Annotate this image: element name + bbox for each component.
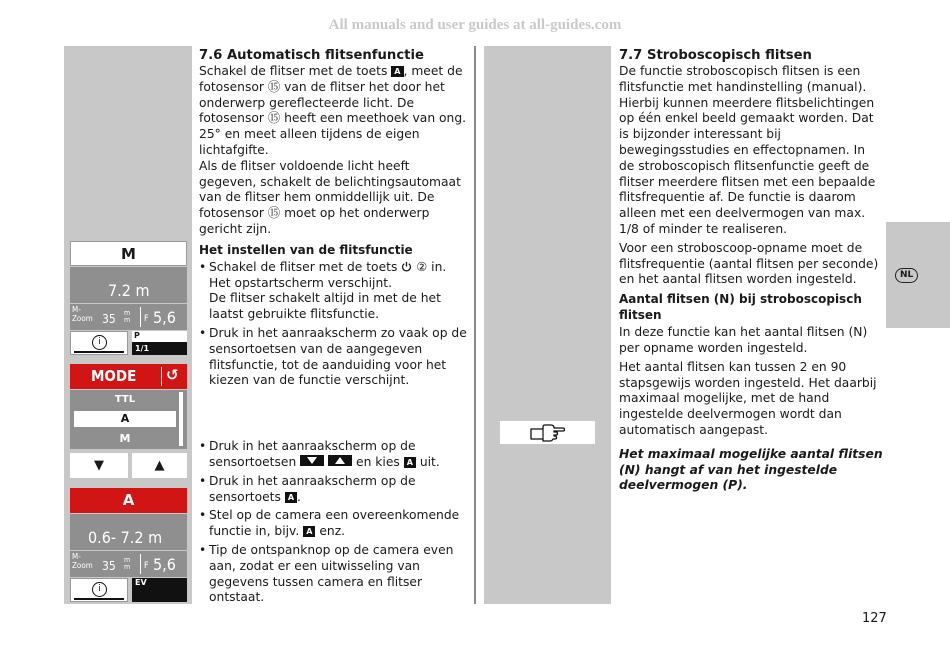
bullet-6: • Tip de ontspanknop op de camera even aan, zodat er een uitwisseling van gegevens tussen camera en flitser ontstaat. bbox=[199, 543, 467, 606]
mode-options-list bbox=[70, 390, 187, 449]
display-mode-select bbox=[70, 364, 187, 478]
subheading-flash-count: Aantal flitsen (N) bij stroboscopisch flitsen bbox=[619, 292, 862, 323]
middle-sidebar-column bbox=[484, 46, 611, 604]
info-icon: i bbox=[92, 582, 107, 597]
intro-paragraph-2: Als de flitser voldoende licht heeft gegeven, schakelt de belichtingsautomaat van de flitser hem onmiddellijk uit. De fotosensor ⑮ moet op het onderwerp gericht zijn. bbox=[199, 158, 461, 236]
ev-label: EV bbox=[135, 578, 147, 587]
f-label: F bbox=[144, 314, 149, 324]
down-button[interactable]: ▼ bbox=[70, 453, 128, 478]
up-button[interactable]: ▲ bbox=[132, 453, 187, 478]
subheading-settings: Het instellen van de flitsfunctie bbox=[199, 242, 413, 257]
display-a-mode bbox=[70, 488, 187, 602]
strobe-paragraph-1: De functie stroboscopisch flitsen is een flitsfunctie met handinstelling (manual). Hierbij kunnen meerdere flitsbelichtingen op één enkel beeld gemaakt worden. Dat is bijzonder interessant bij bewegingsstudies en effectopnamen. In de stroboscopisch flitsenfunctie geeft de flitser meerdere flitsen met een bepaalde flitsfrequentie af. De functie is daarom alleen met een deelvermogen van max. 1/8 of minder te realiseren. bbox=[619, 64, 876, 236]
note-text: Het maximaal mogelijke aantal flitsen (N) hangt af van het ingestelde deelvermogen (P). bbox=[619, 446, 883, 493]
strobe-paragraph-2: Voor een stroboscoop-opname moet de flitsfrequentie (aantal flitsen per seconde) en het aantal flitsen worden ingesteld. bbox=[619, 240, 879, 287]
option-ttl[interactable]: TTL bbox=[114, 394, 136, 405]
page-number: 127 bbox=[862, 611, 887, 626]
mode-header: M bbox=[70, 241, 187, 266]
watermark: All manuals and user guides at all-guides.com bbox=[328, 17, 622, 33]
a-key-icon: A bbox=[404, 457, 416, 468]
zoom-unit: m m bbox=[124, 556, 131, 571]
column-separator bbox=[474, 46, 476, 604]
f-value: 5,6 bbox=[153, 308, 176, 327]
bullet-1: • Schakel de flitser met de toets ② in. Het opstartscherm verschijnt. De flitser schakelt altijd in met de het laatst gebruikte flitsfunctie. bbox=[199, 260, 467, 323]
distance-range-readout: 0.6- 7.2 m bbox=[88, 528, 163, 547]
note-icon-box bbox=[500, 421, 595, 444]
arrow-down-key-icon bbox=[300, 455, 324, 466]
option-m[interactable]: M bbox=[119, 432, 131, 445]
mzoom-label: M- Zoom bbox=[72, 305, 93, 323]
arrow-up-key-icon bbox=[328, 455, 352, 466]
distance-readout: 7.2 m bbox=[108, 281, 150, 300]
strobe-paragraph-4: Het aantal flitsen kan tussen 2 en 90 stapsgewijs worden ingesteld. Het daarbij maximaal mogelijke, met de hand ingestelde deelvermogen wordt dan automatisch aangepast. bbox=[619, 359, 877, 437]
language-badge: NL bbox=[895, 268, 918, 283]
option-a[interactable]: A bbox=[74, 411, 176, 427]
bullet-5: • Stel op de camera een overeenkomende functie in, bijv. A enz. bbox=[199, 508, 467, 540]
info-button[interactable] bbox=[70, 331, 128, 355]
power-icon bbox=[401, 261, 412, 272]
strobe-paragraph-3: In deze functie kan het aantal flitsen (N) per opname worden ingesteld. bbox=[619, 325, 868, 355]
power-level-field[interactable] bbox=[132, 331, 187, 355]
back-icon[interactable]: ↺ bbox=[166, 366, 179, 384]
pointing-hand-icon bbox=[529, 424, 565, 442]
scrollbar[interactable] bbox=[179, 392, 183, 446]
zoom-value: 35 bbox=[102, 559, 116, 573]
bullet-3: • Druk in het aanraakscherm op de sensortoetsen en kies A uit. bbox=[199, 439, 467, 471]
bullet-2: • Druk in het aanraakscherm zo vaak op de sensortoetsen van de aangegeven flitsfunctie, tot de aanduiding voor het kiezen van de functie verschijnt. bbox=[199, 326, 467, 389]
left-text-column bbox=[199, 47, 467, 606]
bullet-4: • Druk in het aanraakscherm op de sensortoets A . bbox=[199, 474, 467, 506]
section-title-7-7: 7.7 Stroboscopisch flitsen bbox=[619, 48, 812, 63]
a-key-icon: A bbox=[391, 66, 403, 77]
a-key-icon: A bbox=[285, 492, 297, 503]
zoom-value: 35 bbox=[102, 312, 116, 326]
mode-title: MODE bbox=[91, 367, 137, 385]
mode-header-bar bbox=[70, 364, 187, 389]
display-m-mode bbox=[70, 241, 187, 355]
right-text-column bbox=[619, 47, 884, 494]
section-title-7-6: 7.6 Automatisch flitsenfunctie bbox=[199, 48, 424, 63]
mode-header-a: A bbox=[70, 488, 187, 513]
f-value: 5,6 bbox=[153, 555, 176, 574]
p-label: P bbox=[134, 331, 140, 340]
intro-paragraph: Schakel de flitser met de toets A , meet de fotosensor ⑮ van de flitser het door het onderwerp gereflecteerde licht. De fotosensor ⑮ heeft een meethoek van ong. 25° en meet alleen tijdens de eigen lichtafgifte. bbox=[199, 64, 467, 157]
f-label: F bbox=[144, 561, 149, 571]
info-button[interactable] bbox=[70, 578, 128, 602]
info-icon: i bbox=[92, 335, 107, 350]
ev-field[interactable] bbox=[132, 578, 187, 602]
a-key-icon: A bbox=[303, 526, 315, 537]
mzoom-label: M- Zoom bbox=[72, 552, 93, 570]
p-value: 1/1 bbox=[132, 342, 187, 355]
zoom-unit: m m bbox=[124, 309, 131, 324]
